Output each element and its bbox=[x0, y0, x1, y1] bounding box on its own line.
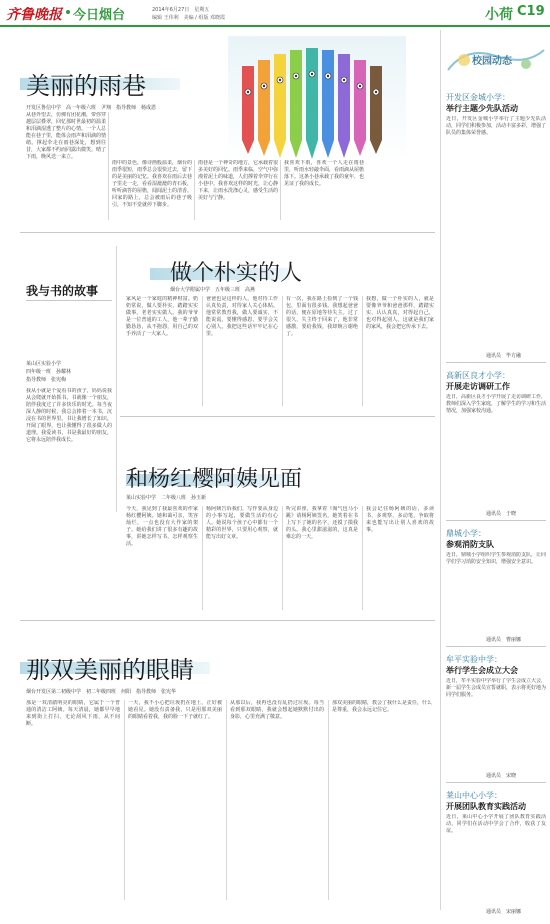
sidebar-item-rule bbox=[446, 782, 546, 783]
sidebar-school: 开发区金城小学： bbox=[446, 93, 510, 102]
article-column: 我想，做一个朴实的人，就是要像爷爷和爸爸那样，踏踏实实，认认真真，对得起自己，也对得起别人。这就是我们家的家风，我会把它传承下去。 bbox=[366, 296, 434, 330]
section-name: 今日烟台 bbox=[73, 8, 126, 23]
sidebar-body: 近日，开发区金城小学举行了主题少先队活动，同学们积极参加，活动丰富多彩，增强了队员的集体荣誉感。 bbox=[446, 116, 546, 136]
article-column: 家风是一个家庭的精神财富。奶奶常说，做人要朴实，踏踏实实做事，老老实实做人。我的爷爷是一位普通的工人，他一辈子勤勤恳恳，从不抱怨，用自己的双手养活了一大家人。 bbox=[126, 296, 198, 337]
section-rule bbox=[120, 416, 435, 417]
column-rule bbox=[194, 160, 195, 220]
date-line: 2014年6月27日 星期五 bbox=[152, 7, 210, 13]
article-byline: 莱山实验中学 二年级八班 孙玉新 bbox=[126, 495, 207, 501]
sidebar-school: 牟平实验中学： bbox=[446, 655, 502, 664]
sidebar-school: 高新区良才小学： bbox=[446, 371, 510, 380]
sidebar-reporter: 通讯员 曹丽娜 bbox=[486, 637, 522, 643]
column-rule bbox=[226, 700, 227, 900]
article-column: 听完讲座，我拿着《淘气包马小跳》请杨阿姨签名，她笑着在书上写下了她的名字，还摸了摸我的头。我心里甜滋滋的，这真是难忘的一天。 bbox=[286, 506, 358, 540]
sidebar-headline: 开展团队教育实践活动 bbox=[446, 802, 526, 811]
sidebar-body: 近日，牟平实验中学举行了学生会成立大会，新一届学生会成员宣誓就职，表示将更好地为同学们服务。 bbox=[446, 678, 546, 698]
sidebar-rule bbox=[440, 30, 441, 910]
article-byline: 开发区鲁信中学 高一年级六班 尹翔 指导教师 杨成恩 bbox=[26, 105, 157, 111]
sidebar-body: 近日，莱山中心小学开展了团队教育实践活动，同学们在活动中学会了合作，收获了友谊。 bbox=[446, 814, 546, 834]
article-title-simple-person: 做个朴实的人 bbox=[170, 261, 303, 286]
column-rule bbox=[202, 296, 203, 406]
sidebar-headline: 举行主题少先队活动 bbox=[446, 104, 518, 113]
article-column: 那双美丽的眼睛，教会了我什么是责任，什么是尊重，我会永远记住它。 bbox=[332, 700, 432, 713]
article-column: 我喜欢下雨，喜欢一个人走在雨巷里，听雨水轻敲伞面，看雨滴从屋檐落下。这条小巷承载了我的童年，也见证了我的成长。 bbox=[284, 160, 364, 187]
column-rule bbox=[362, 506, 363, 610]
paper-logo: 齐鲁晚报 bbox=[6, 7, 62, 23]
article-byline: 烟台开发区第二初级中学 初二年级四班 何阳 指导教师 张宪华 bbox=[26, 689, 177, 695]
sidebar-reporter: 通讯员 毕方融 bbox=[486, 353, 522, 359]
section-rule bbox=[26, 300, 112, 301]
sidebar-body: 近日，鼎城小学组织学生参观消防支队，让同学们学习消防安全知识，增强安全意识。 bbox=[446, 552, 546, 565]
pencil-illustration bbox=[228, 36, 406, 162]
page-number: C19 bbox=[517, 4, 545, 19]
article-column: 我会记住杨阿姨的话，多读书，多观察，多动笔，争取将来也能写出让别人喜欢的故事。 bbox=[366, 506, 434, 533]
article-column: 爸爸也是这样的人，他对待工作认真负责，对待家人关心体贴。他常常教育我，做人要诚实，不能说谎，要懂得感恩，要学会关心别人。我把这些话牢牢记在心里。 bbox=[206, 296, 278, 337]
column-rule bbox=[124, 700, 125, 900]
column-rule bbox=[282, 296, 283, 406]
article-column: 从巷外望去，仿佛有团花潮，带你穿越层层叠翠，回忆那时世最初的温柔和泪滴湿透了整片的心情。一个人总能在巷子里，能体会雨声和泪滴的情绪。撑起伞走在雨巷深处，想到往昔，大家都不约而同露出微笑。晴了下雨，晚风送一来立。 bbox=[26, 112, 106, 160]
sidebar-item-rule bbox=[446, 520, 546, 521]
page-section: 小荷 bbox=[485, 7, 513, 23]
section-dot-icon bbox=[66, 10, 70, 14]
article-column: 雨巷是一个神奇的地方，它承载着很多美好的回忆。雨季来临，空气中弥漫着泥土的味道，人们撑着伞穿行在小巷中。我喜欢这样的时光，让心静下来，让雨水洗涤心灵，感受生活的美好与宁静。 bbox=[198, 160, 278, 201]
staff-line: 编辑 王伟利 美编 / 组版 邓晓霞 bbox=[152, 15, 226, 21]
article-column: 杨阿姨告诉我们，写作要从身边的小事写起，要做生活的有心人。她说每个孩子心中都有一个精彩的世界，只要用心观察，就能写出好文章。 bbox=[206, 506, 278, 540]
section-rule bbox=[20, 232, 435, 233]
article-byline: 四年级一班 孙耀林 bbox=[26, 369, 72, 375]
column-rule bbox=[108, 112, 109, 220]
sidebar-item-rule bbox=[446, 646, 546, 647]
article-byline: 指导教师 张宪梅 bbox=[26, 377, 67, 383]
column-rule bbox=[362, 296, 363, 406]
sidebar-headline: 举行学生会成立大会 bbox=[446, 666, 518, 675]
article-column: 那是一双清澈明亮的眼睛，它属于一个普通的清洁工阿姨。每天清晨，她都早早地来到街上打扫，无论刮风下雨，从不间断。 bbox=[26, 700, 120, 727]
article-title-rain-alley: 美丽的雨巷 bbox=[26, 72, 146, 100]
sidebar-school: 莱山中心小学： bbox=[446, 791, 502, 800]
article-title-beautiful-eyes: 那双美丽的眼睛 bbox=[26, 656, 194, 684]
article-byline: 烟台大学附属中学 五年级三班 高燕 bbox=[170, 287, 256, 293]
article-column: 有一次，我在路上捡到了一个钱包，里面有很多钱。我想起爸爸的话，便在原地等待失主。过了很久，失主终于回来了，他非常感激，要给我钱，我却婉言谢绝了。 bbox=[286, 296, 358, 337]
sidebar-headline: 参观消防支队 bbox=[446, 540, 494, 549]
article-title-my-books: 我与书的故事 bbox=[26, 284, 99, 298]
section-rule bbox=[20, 620, 435, 621]
sidebar-item-rule bbox=[446, 362, 546, 363]
article-column: 从那以后，我再也没有乱扔过垃圾。每当看到那双眼睛，我就会想起她默默付出的身影，心里充满了敬意。 bbox=[230, 700, 324, 720]
sidebar-body: 近日，高新区良才小学开展了走访调研工作，教师们深入学生家庭，了解学生的学习和生活情况，加强家校沟通。 bbox=[446, 394, 546, 414]
column-rule bbox=[328, 700, 329, 900]
sidebar-header-label: 校园动态 bbox=[472, 56, 512, 67]
article-byline: 莱山区实验小学 bbox=[26, 361, 62, 367]
article-column: 我从小就是个爱看书的孩子，妈妈说我从会爬就开始抓书。书就像一个朋友，陪伴我度过了许多快乐的时光。每当夜深人静的时候，我总会捧着一本书，沉浸在书的世界里。书让我增长了知识，开阔了眼界，也让我懂得了很多做人的道理。我爱读书，书是我最好的朋友，它将永远陪伴我成长。 bbox=[26, 388, 112, 443]
sidebar-reporter: 通讯员 于晓 bbox=[486, 511, 517, 517]
sidebar-reporter: 通讯员 宋丽娜 bbox=[486, 909, 522, 915]
sidebar-headline: 开展走访调研工作 bbox=[446, 382, 510, 391]
article-column: 一天，我不小心把垃圾扔在地上，正好被她看见。她没有责备我，只是用那双美丽的眼睛看着我，我的脸一下子就红了。 bbox=[128, 700, 222, 720]
column-rule bbox=[116, 246, 117, 512]
masthead-rule bbox=[0, 25, 550, 27]
sidebar-school: 鼎城小学： bbox=[446, 529, 486, 538]
column-rule bbox=[202, 506, 203, 610]
article-column: 雨中的景色，像诗画般温柔，烟台的雨季很短，雨季总会很快过去，留下的是美丽的记忆。我喜欢在雨后去巷子里走一走，看看湿漉漉的青石板，听听滴答的屋檐，闻闻泥土的清香。回家的路上，总会被雨后的巷子吸引，不知不觉就停下脚步。 bbox=[112, 160, 192, 208]
masthead bbox=[0, 0, 550, 26]
sidebar-reporter: 通讯员 宋晓 bbox=[486, 773, 517, 779]
column-rule bbox=[282, 506, 283, 610]
column-rule bbox=[280, 160, 281, 220]
article-column: 今天，我见到了我最喜欢的作家杨红樱阿姨。她和蔼可亲，笑容灿烂，一点也没有大作家的架子。她给我们讲了很多有趣的故事，讲她怎样写书，怎样观察生活。 bbox=[126, 506, 198, 547]
article-title-aunt-yang: 和杨红樱阿姨见面 bbox=[126, 467, 303, 492]
